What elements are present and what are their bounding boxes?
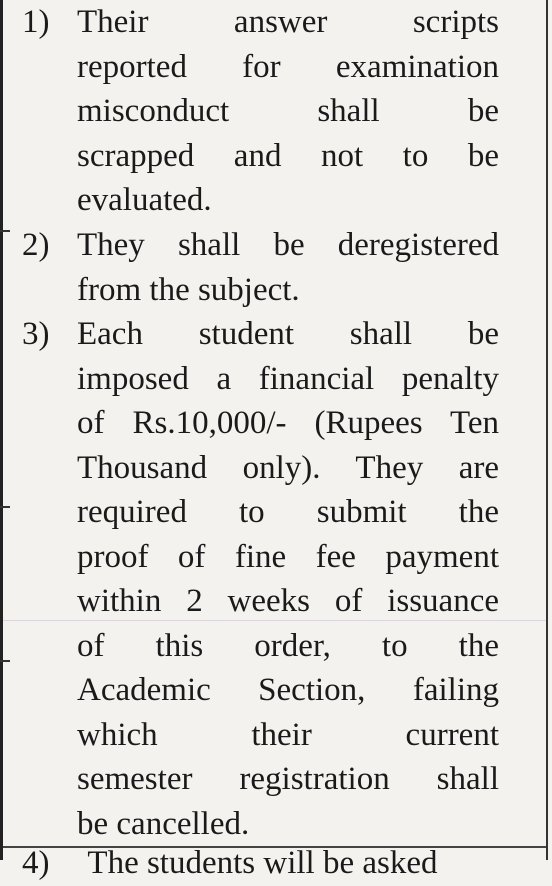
text-line: of Rs.10,000/- (Rupees Ten	[77, 405, 499, 441]
list-item-number: 2)	[22, 227, 50, 263]
text-line: Their answer scripts	[77, 4, 499, 40]
text-line: imposed a financial penalty	[77, 360, 499, 397]
list-item-text: The students will be asked	[87, 845, 438, 881]
text-line: within 2 weeks of issuance	[77, 583, 499, 619]
text-line: Thousand only). They are	[77, 449, 499, 486]
text-line: from the subject.	[77, 271, 300, 308]
list-item-number: 3)	[22, 316, 50, 352]
text-line: required to submit the	[77, 494, 499, 530]
text-line: which their current	[77, 716, 499, 753]
text-line: be cancelled.	[77, 805, 250, 842]
row-divider-tick	[0, 506, 10, 508]
list-item-4-partial	[22, 843, 438, 881]
text-line: Each student shall be	[77, 316, 499, 352]
text-line: proof of fine fee payment	[77, 538, 499, 575]
text-line: reported for examination	[77, 48, 499, 85]
list-item-text	[77, 0, 499, 223]
row-divider-tick	[0, 660, 10, 662]
text-line: semester registration shall	[77, 761, 499, 797]
table-right-border	[546, 0, 548, 860]
text-line: scrapped and not to be	[77, 137, 499, 174]
list-item-text	[77, 312, 499, 846]
table-left-border	[0, 0, 3, 860]
text-line: They shall be deregistered	[77, 227, 499, 263]
text-line: misconduct shall be	[77, 93, 499, 129]
text-line: of this order, to the	[77, 627, 499, 664]
list-item-number: 1)	[22, 4, 50, 40]
text-line: evaluated.	[77, 182, 212, 218]
row-divider-tick	[0, 230, 10, 232]
list-item-text	[77, 223, 499, 312]
text-line: Academic Section, failing	[77, 672, 499, 708]
list-item-number: 4)	[22, 845, 50, 881]
